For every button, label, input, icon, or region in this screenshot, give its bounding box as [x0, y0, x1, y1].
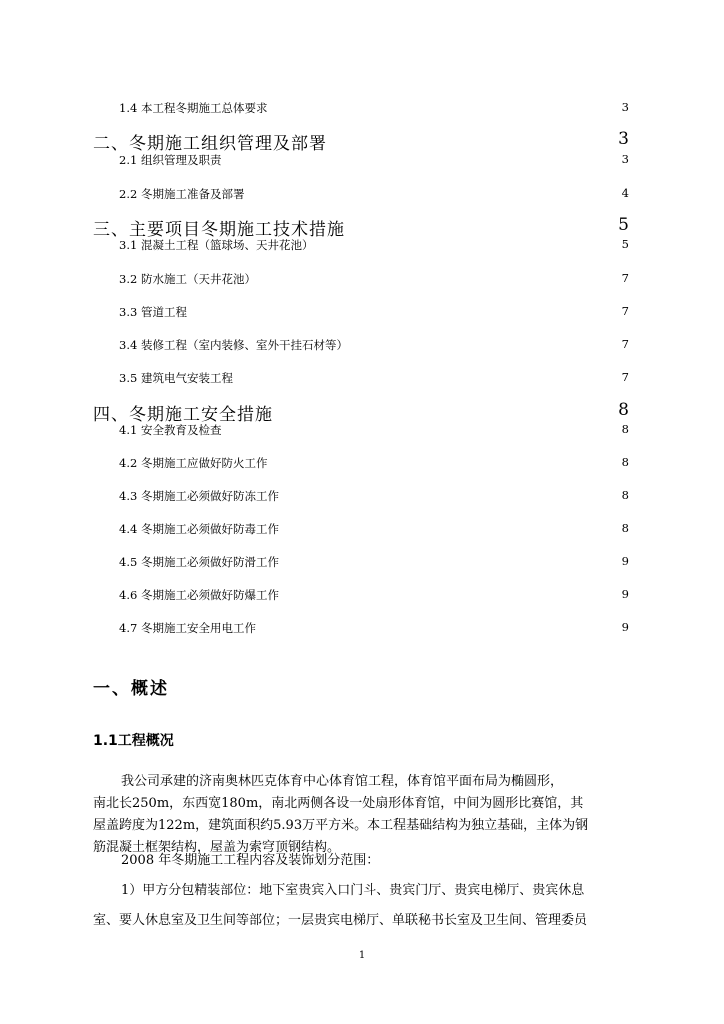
- toc-entry-title: 4.2 冬期施工应做好防火工作: [119, 456, 268, 470]
- toc-entry-page: 3: [618, 129, 629, 149]
- toc-entry-page: 7: [621, 271, 629, 285]
- toc-entry-page: 8: [621, 521, 629, 535]
- toc-entry-page: 9: [621, 587, 629, 601]
- paragraph-line: 1）甲方分包精装部位：地下室贵宾入口门斗、贵宾门厅、贵宾电梯厅、贵宾休息: [121, 883, 585, 898]
- toc-entry-title: 1.4 本工程冬期施工总体要求: [119, 101, 268, 115]
- toc-entry-page: 7: [621, 370, 629, 384]
- paragraph-line: 2008 年冬期施工工程内容及装饰划分范围：: [121, 853, 380, 868]
- toc-entry-page: 4: [621, 186, 629, 200]
- toc-entry-page: 9: [621, 554, 629, 568]
- toc-entry-page: 7: [621, 337, 629, 351]
- toc-entry-title: 3.5 建筑电气安装工程: [119, 371, 233, 385]
- page-number: 1: [358, 950, 366, 961]
- toc-entry-title: 4.5 冬期施工必须做好防滑工作: [119, 555, 279, 569]
- paragraph-line: 屋盖跨度为122m，建筑面积约5.93万平方米。本工程基础结构为独立基础，主体为钢: [93, 818, 589, 833]
- toc-entry-page: 8: [621, 488, 629, 502]
- toc-entry-page: 9: [621, 620, 629, 634]
- scope-item-paragraph: [93, 876, 633, 936]
- toc-entry-title: 四、冬期施工安全措施: [93, 405, 273, 425]
- toc-entry-page: 3: [621, 100, 629, 114]
- paragraph-line: 室、要人休息室及卫生间等部位；一层贵宾电梯厅、单联秘书长室及卫生间、管理委员: [93, 913, 588, 928]
- toc-entry-page: 7: [621, 304, 629, 318]
- toc-entry-title: 4.6 冬期施工必须做好防爆工作: [119, 588, 279, 602]
- overview-paragraph: [93, 771, 633, 859]
- toc-entry-title: 二、冬期施工组织管理及部署: [93, 134, 327, 154]
- toc-entry-title: 3.4 装修工程（室内装修、室外干挂石材等）: [119, 338, 348, 352]
- toc-entry-title: 3.3 管道工程: [119, 305, 187, 319]
- toc-entry-title: 4.1 安全教育及检查: [119, 423, 222, 437]
- toc-entry-page: 3: [621, 152, 629, 166]
- paragraph-line: 我公司承建的济南奥林匹克体育中心体育馆工程，体育馆平面布局为椭圆形，: [121, 774, 564, 789]
- toc-entry-page: 8: [618, 400, 629, 420]
- section-heading: 一、概述: [93, 679, 169, 699]
- scope-intro-paragraph: [93, 850, 633, 872]
- paragraph-line: 南北长250m，东西宽180m，南北两侧各设一处扇形体育馆，中间为圆形比赛馆，其: [93, 796, 584, 811]
- toc-entry-page: 5: [621, 237, 629, 251]
- toc-entry-title: 3.1 混凝土工程（篮球场、天井花池）: [119, 238, 314, 252]
- subsection-heading: 1.1工程概况: [93, 733, 174, 749]
- toc-entry-title: 4.7 冬期施工安全用电工作: [119, 621, 256, 635]
- toc-entry-title: 2.2 冬期施工准备及部署: [119, 187, 245, 201]
- toc-entry-title: 3.2 防水施工（天井花池）: [119, 272, 256, 286]
- toc-entry-page: 8: [621, 455, 629, 469]
- toc-entry-title: 2.1 组织管理及职责: [119, 153, 222, 167]
- toc-entry-title: 4.3 冬期施工必须做好防冻工作: [119, 489, 279, 503]
- toc-entry-page: 5: [618, 215, 629, 235]
- toc-entry-page: 8: [621, 422, 629, 436]
- paragraph-line: 筋混凝土框架结构，屋盖为索穹顶钢结构。: [93, 840, 341, 855]
- toc-entry-title: 三、主要项目冬期施工技术措施: [93, 220, 345, 240]
- toc-entry-title: 4.4 冬期施工必须做好防毒工作: [119, 522, 279, 536]
